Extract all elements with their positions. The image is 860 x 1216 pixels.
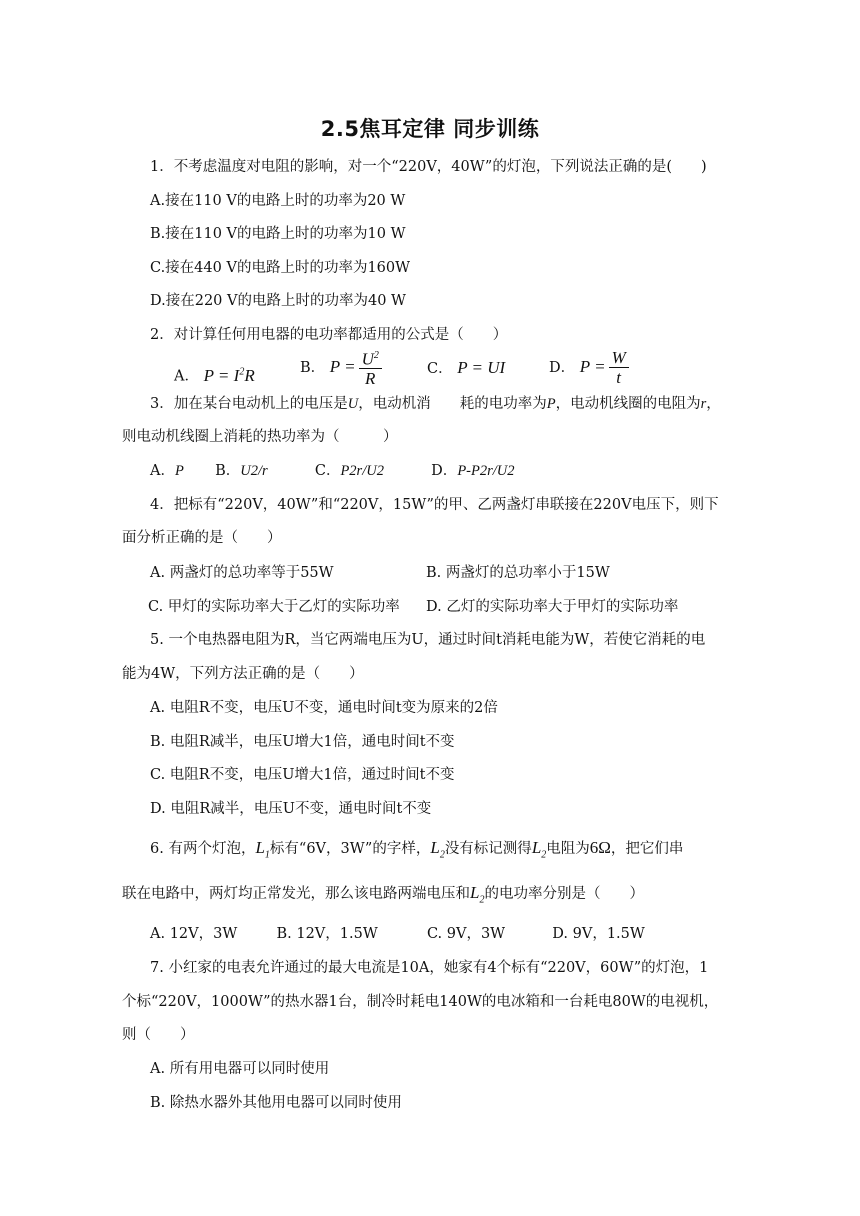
q6-option-d: D. 9V，1.5W	[552, 926, 645, 942]
q3-option-b: U2/r	[240, 463, 268, 479]
q5-option-c: C. 电阻R不变，电压U增大1倍，通过时间t不变	[150, 767, 455, 783]
q3-option-c: P2r/U2	[340, 463, 384, 479]
q2-option-d	[549, 346, 629, 390]
q2-formula-b: P = $\frac{U^2}{R}$	[330, 357, 382, 376]
q6-l1-sub: 1	[264, 849, 270, 861]
q1-stem: 1．不考虑温度对电阻的影响，对一个“220V，40W”的灯泡，下列说法正确的是( )	[150, 159, 707, 175]
q6-option-a: A. 12V，3W	[150, 926, 238, 942]
q3-option-d-label: D．	[431, 463, 458, 479]
q6-l2	[430, 838, 445, 861]
q2-option-c	[427, 358, 505, 379]
q6-l2-letter: L	[430, 838, 440, 857]
q6-l2-line2: $L_2$	[470, 883, 485, 906]
q3-option-a-label: A．	[150, 463, 175, 479]
q1-option-c: C.接在440 V的电路上时的功率为160W	[150, 260, 411, 276]
q2-formula-a: $P = I^2R$	[203, 365, 255, 385]
q7-option-a: A. 所有用电器可以同时使用	[150, 1061, 330, 1077]
q2-option-c-label: C．	[427, 361, 453, 377]
q6-seg2: 标有“6V，3W”的字样，	[269, 841, 431, 857]
q6-stem-line1	[150, 838, 683, 865]
q3-option-a: P	[174, 463, 184, 479]
q3-stem-part2: ，电动机消 耗的电功率为	[358, 396, 547, 412]
q6-seg3: 没有标记测得	[444, 841, 532, 857]
q3-stem-part4: ，	[706, 396, 721, 412]
q3-options	[150, 461, 515, 481]
q6-l2-again: $L_2$	[531, 838, 547, 861]
q4-option-a: A. 两盏灯的总功率等于55W	[150, 565, 334, 581]
q2-formula-d: P = $\frac{W}{t}$	[580, 357, 629, 376]
q3-var-u: U	[347, 396, 359, 412]
q6-l1	[255, 838, 270, 861]
q4-stem-line1: 4．把标有“220V，40W”和“220V，15W”的甲、乙两盏灯串联接在220V电压下，则下	[150, 497, 719, 513]
q6-line2-part2: 的电功率分别是（ ）	[484, 886, 644, 902]
q7-stem-line2: 个标“220V，1000W”的热水器1台，制冷时耗电140W的电冰箱和一台耗电80W的电视机，	[122, 994, 719, 1010]
q3-var-p: P	[546, 396, 556, 412]
q6-options	[150, 924, 645, 944]
q2-formula-c: P = UI	[457, 358, 506, 377]
q7-option-b: B. 除热水器外其他用电器可以同时使用	[150, 1095, 402, 1111]
q6-l2-sub: 2	[439, 849, 445, 861]
q5-stem-line2: 能为4W，下列方法正确的是（ ）	[122, 666, 364, 682]
q3-option-b-label: B．	[215, 463, 241, 479]
q4-option-b: B. 两盏灯的总功率小于15W	[426, 565, 610, 581]
q2-stem: 2．对计算任何用电器的电功率都适用的公式是（ ）	[150, 327, 508, 343]
q3-var-r: r	[700, 396, 707, 412]
q3-option-d: P-P2r/U2	[457, 463, 515, 479]
q4-option-d: D. 乙灯的实际功率大于甲灯的实际功率	[426, 599, 679, 615]
q4-stem-line2: 面分析正确的是（ ）	[122, 530, 282, 546]
q2-option-d-label: D．	[549, 360, 576, 376]
q2-option-a-label: A．	[174, 368, 199, 385]
q3-option-c-label: C．	[314, 463, 341, 479]
q6-l1-letter: L	[255, 838, 265, 857]
q6-option-b: B. 12V，1.5W	[276, 926, 378, 942]
q6-seg1: 6. 有两个灯泡，	[150, 841, 256, 857]
q2-option-b-label: B．	[300, 360, 326, 376]
q5-option-b: B. 电阻R减半，电压U增大1倍，通电时间t不变	[150, 734, 455, 750]
q6-option-c: C. 9V，3W	[426, 926, 506, 942]
q5-option-d: D. 电阻R减半，电压U不变，通电时间t不变	[150, 801, 432, 817]
q6-line2-part1: 联在电路中，两灯均正常发光，那么该电路两端电压和	[122, 886, 470, 902]
q3-stem-part3: ，电动机线圈的电阻为	[555, 396, 701, 412]
q7-stem-line3: 则（ ）	[122, 1027, 195, 1043]
page-title: 2.5焦耳定律 同步训练	[320, 117, 540, 141]
q1-option-d: D.接在220 V的电路上时的功率为40 W	[150, 293, 406, 309]
q1-option-b: B.接在110 V的电路上时的功率为10 W	[150, 226, 406, 242]
q4-option-c: C. 甲灯的实际功率大于乙灯的实际功率	[148, 599, 400, 615]
q3-stem-line2: 则电动机线圈上消耗的热功率为（ ）	[122, 429, 398, 445]
q1-option-a: A.接在110 V的电路上时的功率为20 W	[150, 193, 406, 209]
q3-stem-line1	[150, 394, 721, 414]
q6-seg4: 电阻为	[546, 841, 590, 857]
q6-stem-line2	[122, 883, 644, 910]
q2-option-a	[174, 362, 255, 387]
q7-stem-line1: 7. 小红家的电表允许通过的最大电流是10A，她家有4个标有“220V，60W”的灯泡，1	[150, 960, 709, 976]
q3-stem-part1: 3．加在某台电动机上的电压是	[150, 396, 348, 412]
q6-ohm: 6Ω	[589, 838, 611, 857]
q5-option-a: A. 电阻R不变，电压U不变，通电时间t变为原来的2倍	[150, 700, 498, 716]
q5-stem-line1: 5. 一个电热器电阻为R，当它两端电压为U，通过时间t消耗电能为W，若使它消耗的电	[150, 632, 706, 648]
q2-option-b	[300, 346, 382, 390]
q6-seg5: ，把它们串	[610, 841, 684, 857]
